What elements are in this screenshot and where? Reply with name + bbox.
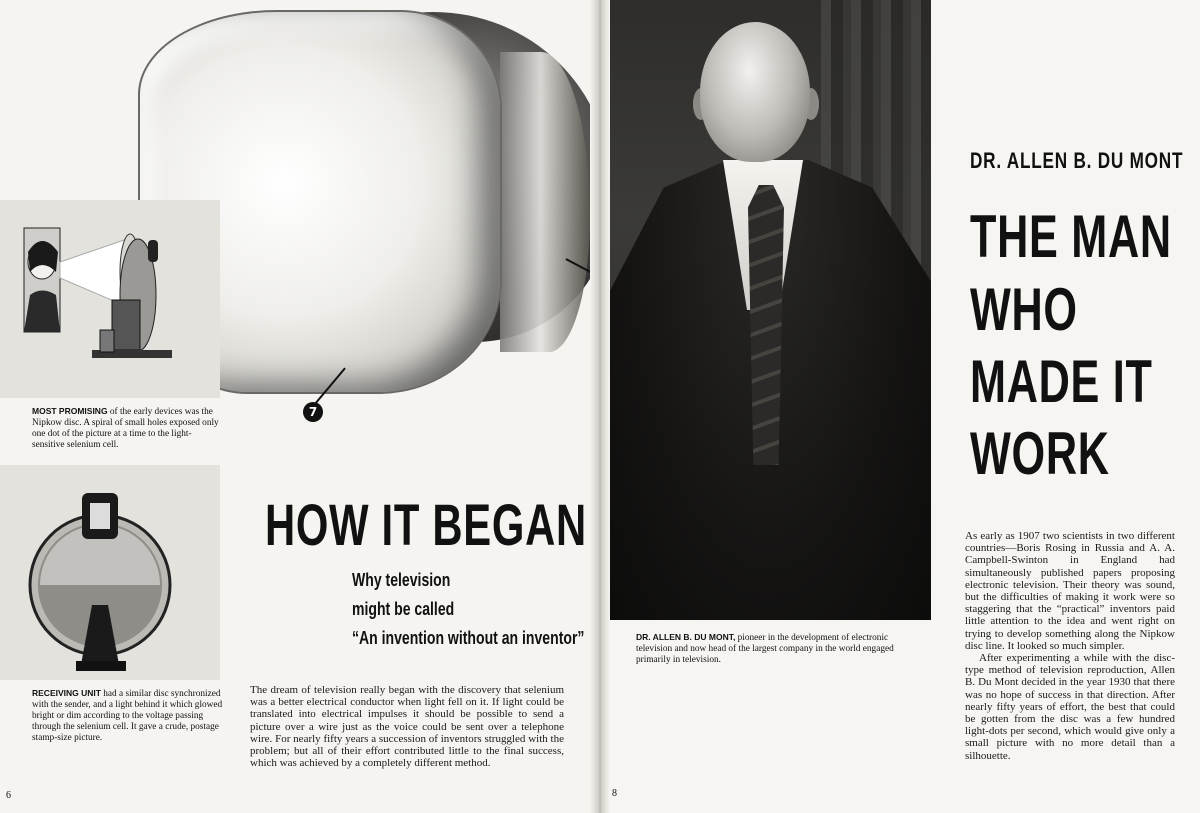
main-headline-line-1: THE MAN bbox=[970, 203, 1172, 270]
necktie bbox=[748, 185, 784, 465]
nipkow-caption bbox=[32, 406, 224, 451]
portrait-head bbox=[700, 22, 810, 162]
receiving-unit-drawing bbox=[0, 465, 220, 680]
right-page bbox=[600, 0, 1200, 813]
right-body-text bbox=[965, 530, 1175, 762]
page-number-left: 6 bbox=[6, 790, 11, 801]
left-body-text bbox=[250, 684, 564, 769]
nipkow-disc-drawing bbox=[0, 200, 220, 398]
receiver-caption bbox=[32, 688, 224, 744]
left-page bbox=[0, 0, 598, 813]
receiving-unit-photo bbox=[0, 465, 220, 680]
main-headline-line-3: MADE IT bbox=[970, 348, 1153, 415]
nipkow-caption-lead: MOST PROMISING bbox=[32, 406, 108, 416]
portrait-caption-text: pioneer in the development of electronic television and now head of the largest company in the world engaged primarily in television. bbox=[636, 633, 894, 665]
main-headline-line-2: WHO bbox=[970, 276, 1078, 343]
callout-number-badge: 7 bbox=[303, 402, 323, 422]
right-body-paragraph-1: As early as 1907 two scientists in two different countries—Boris Rosing in Russia and A. A. Campbell-Swinton in England had simultaneously published papers proposing electronic television. Their theory was sound, but the difficulties of making it work were so staggering that the “practical” inventors paid little attention to the idea and went right on trying to develop something along the Nipkow disc line. It looked so much simpler. bbox=[965, 530, 1175, 652]
portrait-caption bbox=[636, 632, 926, 666]
main-headline-line-4: WORK bbox=[970, 420, 1110, 487]
nipkow-caption-text: of the early devices was the Nipkow disc. A spiral of small holes exposed only one dot of the picture at a time to the light-sensitive selenium cell. bbox=[32, 407, 219, 450]
portrait-caption-lead: DR. ALLEN B. DU MONT, bbox=[636, 632, 736, 642]
left-body-paragraph: The dream of television really began with the discovery that selenium was a better electrical conductor when light fell on it. If light could be translated into electrical impulses it should be possible to send a picture over a wire just as the voice could be sent over a telephone wire. For nearly fifty years a succession of inventors struggled with the problem; but all of their effort contributed little to the final success, which was achieved by a completely different method. bbox=[250, 684, 564, 770]
receiver-caption-lead: RECEIVING UNIT bbox=[32, 688, 101, 698]
receiver-caption-text: had a similar disc synchronized with the sender, and a light behind it which glowed bright or dim according to the voltage passing through the selenium cell. It gave a crude, postage stamp-size picture. bbox=[32, 689, 223, 743]
subhead-line-3: “An invention without an inventor” bbox=[352, 628, 585, 648]
book-gutter bbox=[590, 0, 610, 813]
nipkow-disc-photo bbox=[0, 200, 220, 398]
subhead-line-2: might be called bbox=[352, 599, 455, 619]
subhead-line-1: Why television bbox=[352, 570, 451, 590]
kicker-name: DR. ALLEN B. DU MONT bbox=[970, 148, 1184, 173]
portrait-photo bbox=[605, 0, 931, 620]
page-number-right: 8 bbox=[612, 788, 617, 799]
right-body-paragraph-2: After experimenting a while with the disc-type method of television reproduction, Allen B. Du Mont decided in the year 1930 that there was no hope of success in that direction. After nearly fifty years of effort, the best that could be gotten from the disc was a few hundred light-dots per second, which would give only a small picture with no more detail than a silhouette. bbox=[965, 652, 1175, 762]
how-it-began-headline: HOW IT BEGAN bbox=[265, 493, 587, 558]
